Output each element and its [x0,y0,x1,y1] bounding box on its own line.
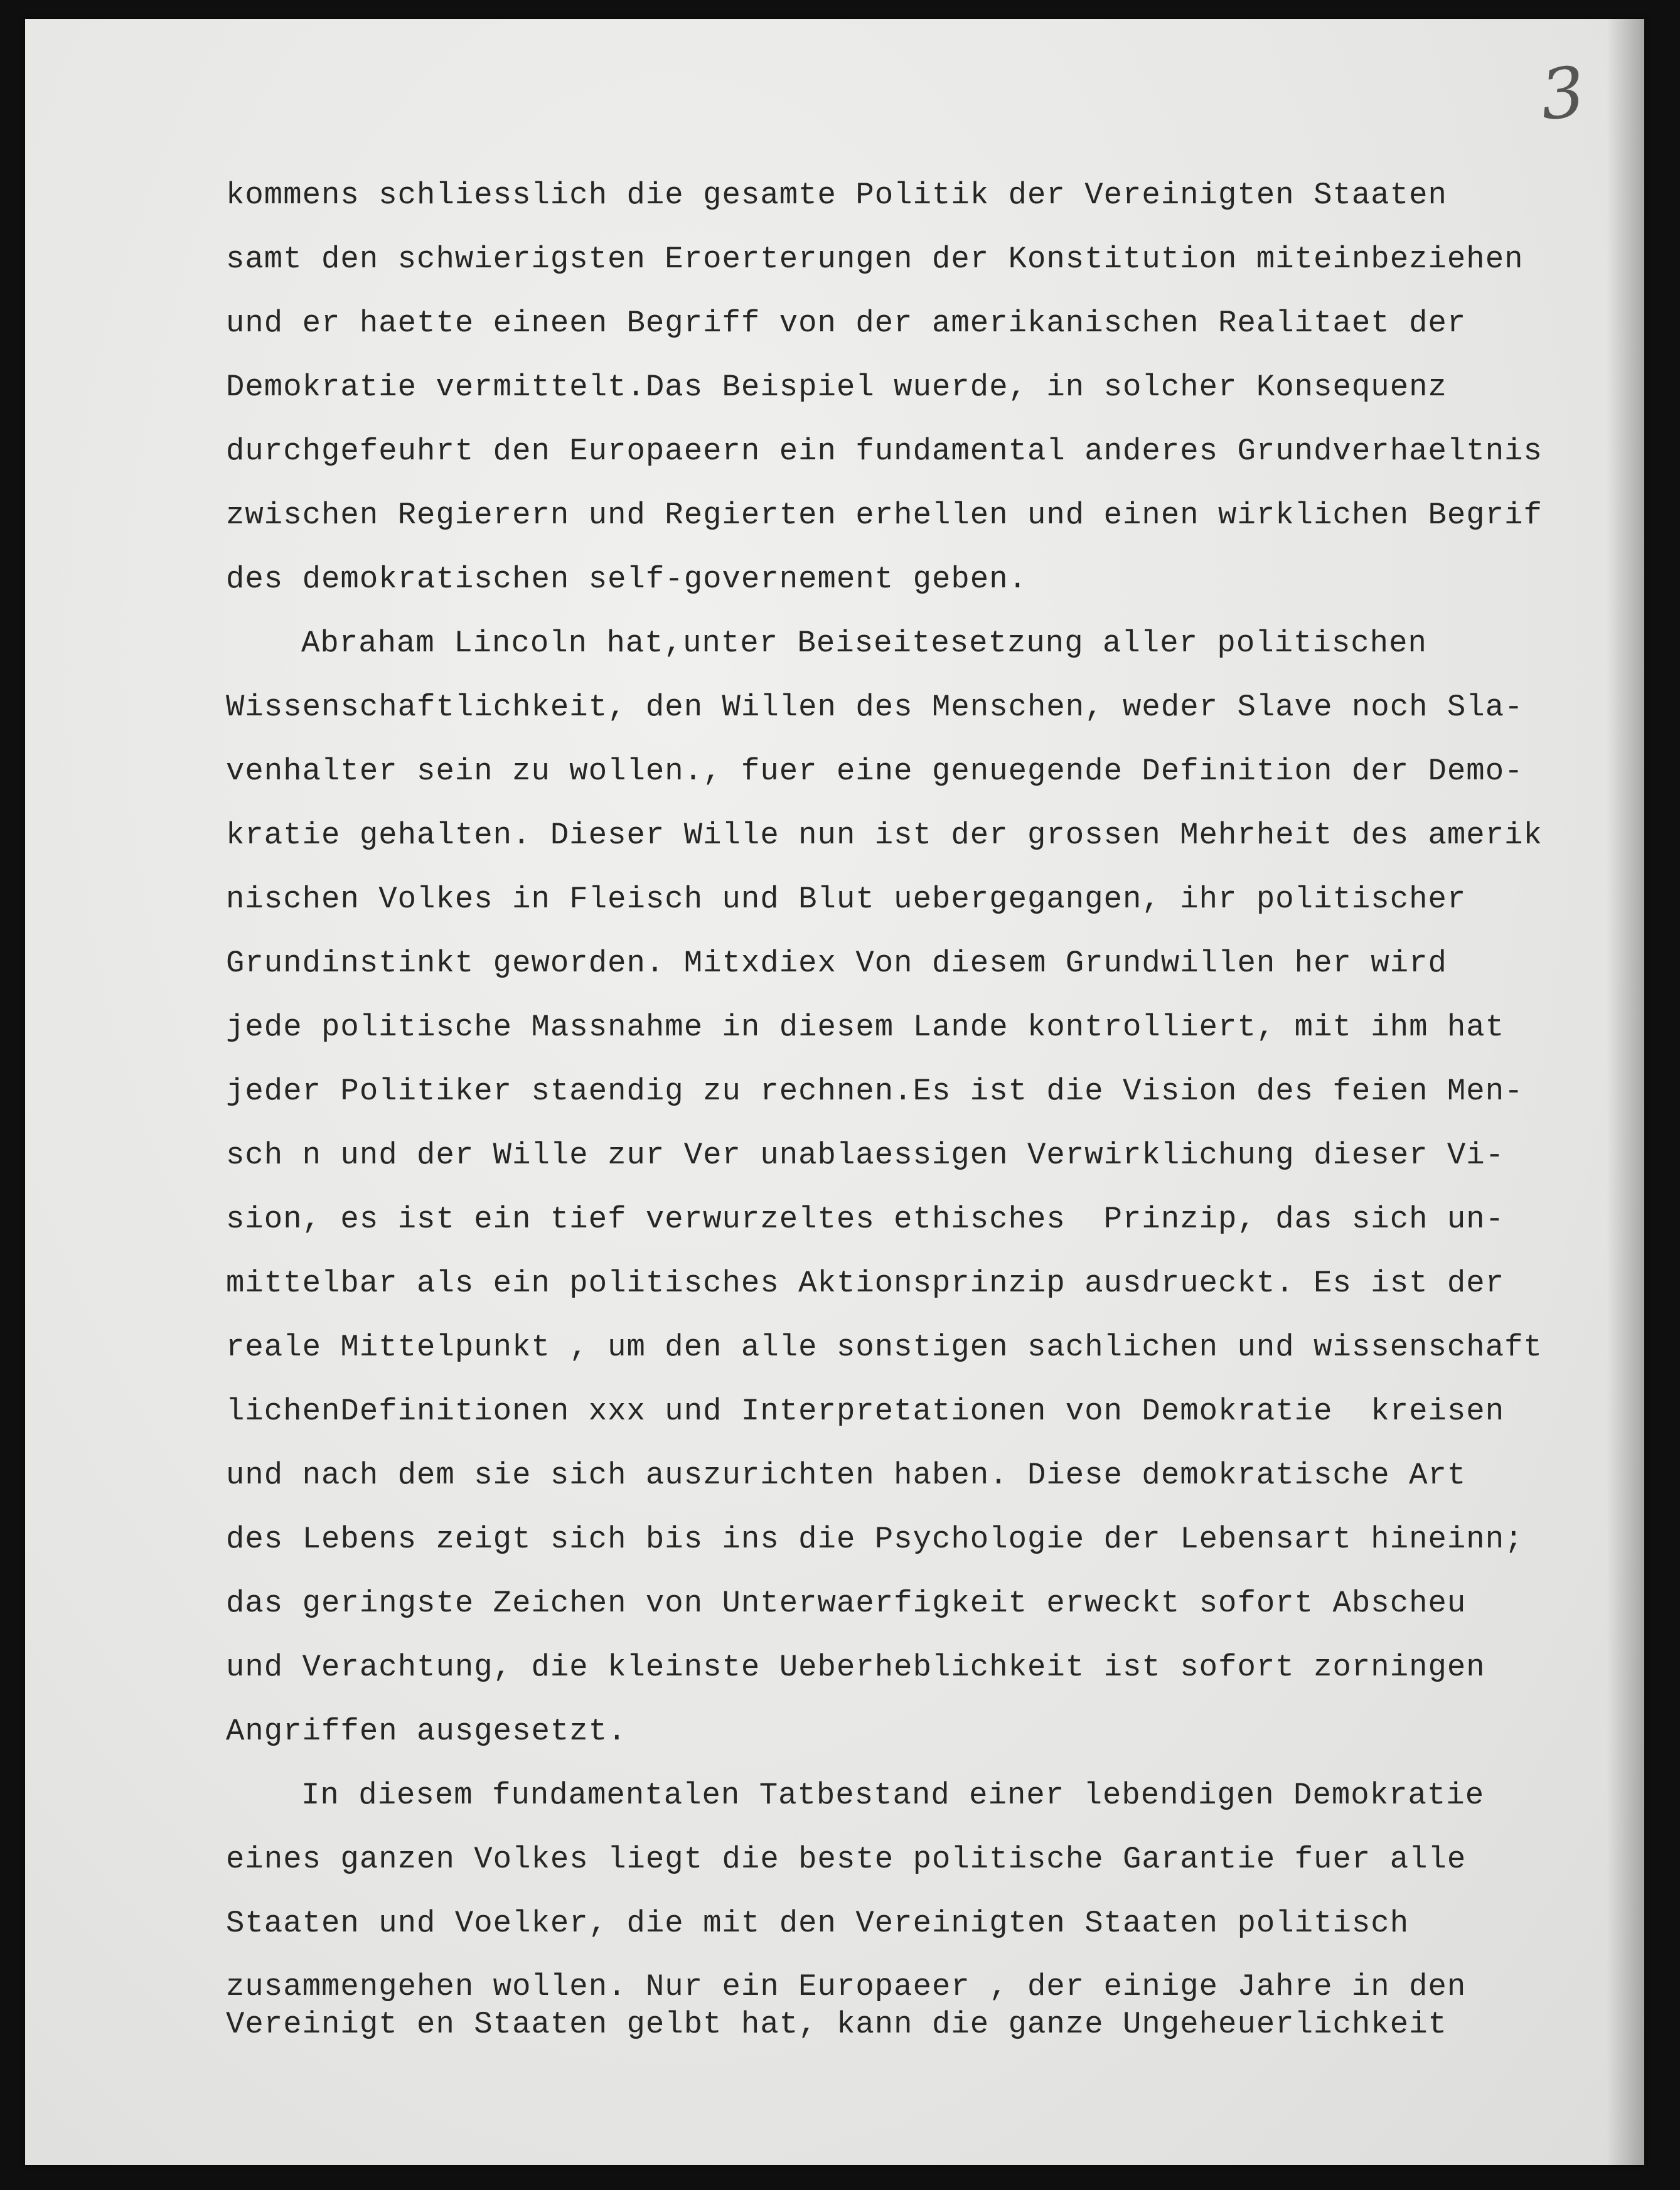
text-line: kratie gehalten. Dieser Wille nun ist der grossen Mehrheit des amerik [226,818,1543,853]
text-line: sion, es ist ein tief verwurzeltes ethisches Prinzip, das sich un- [226,1202,1505,1237]
text-line: Vereinigt en Staaten gelbt hat, kann die ganze Ungeheuerlichkeit [226,2007,1447,2042]
text-line: zwischen Regierern und Regierten erhellen und einen wirklichen Begrif [226,498,1543,533]
text-line: des Lebens zeigt sich bis ins die Psychologie der Lebensart hineinn; [226,1522,1524,1557]
text-line: venhalter sein zu wollen., fuer eine genuegende Definition der Demo- [226,754,1524,789]
text-line: Abraham Lincoln hat,unter Beiseitesetzung aller politischen [301,626,1427,661]
text-line: In diesem fundamentalen Tatbestand einer lebendigen Demokratie [301,1778,1485,1813]
text-line: lichenDefinitionen xxx und Interpretationen von Demokratie kreisen [226,1394,1505,1429]
text-line: das geringste Zeichen von Unterwaerfigkeit erweckt sofort Abscheu [226,1586,1467,1621]
page-edge-shadow [1607,19,1644,2165]
text-line: samt den schwierigsten Eroerterungen der Konstitution miteinbeziehen [226,242,1524,277]
text-line: jede politische Massnahme in diesem Lande kontrolliert, mit ihm hat [226,1010,1505,1045]
text-line: nischen Volkes in Fleisch und Blut uebergegangen, ihr politischer [226,882,1467,917]
paragraph-2 [226,611,1581,1763]
text-line: und er haette eineen Begriff von der amerikanischen Realitaet der [226,306,1467,341]
paragraph-1 [226,163,1581,611]
page-number: 3 [1536,51,1589,136]
text-line: durchgefeuhrt den Europaeern ein fundamental anderes Grundverhaeltnis [226,434,1543,469]
text-line: Grundinstinkt geworden. Mitxdiex Von diesem Grundwillen her wird [226,946,1447,981]
text-line: mittelbar als ein politisches Aktionsprinzip ausdrueckt. Es ist der [226,1266,1505,1301]
text-line: jeder Politiker staendig zu rechnen.Es ist die Vision des feien Men- [226,1074,1524,1109]
text-line: Staaten und Voelker, die mit den Vereinigten Staaten politisch [226,1906,1410,1941]
text-line: Angriffen ausgesetzt. [226,1714,627,1749]
document-page [25,19,1644,2165]
text-line: zusammengehen wollen. Nur ein Europaeer , der einige Jahre in den [226,1969,1467,2004]
text-line: Wissenschaftlichkeit, den Willen des Menschen, weder Slave noch Sla- [226,690,1524,725]
text-line: eines ganzen Volkes liegt die beste politische Garantie fuer alle [226,1842,1467,1877]
text-line: Demokratie vermittelt.Das Beispiel wuerde, in solcher Konsequenz [226,370,1447,405]
text-line: des demokratischen self-governement geben. [226,562,1028,597]
text-line: und Verachtung, die kleinste Ueberheblichkeit ist sofort zorningen [226,1650,1485,1685]
text-line: reale Mittelpunkt , um den alle sonstigen sachlichen und wissenschaft [226,1330,1543,1365]
body-text [226,163,1581,2043]
paragraph-3 [226,1763,1581,2043]
text-line: und nach dem sie sich auszurichten haben. Diese demokratische Art [226,1458,1467,1493]
text-line: kommens schliesslich die gesamte Politik der Vereinigten Staaten [226,178,1447,213]
text-line: sch n und der Wille zur Ver unablaessigen Verwirklichung dieser Vi- [226,1138,1505,1173]
